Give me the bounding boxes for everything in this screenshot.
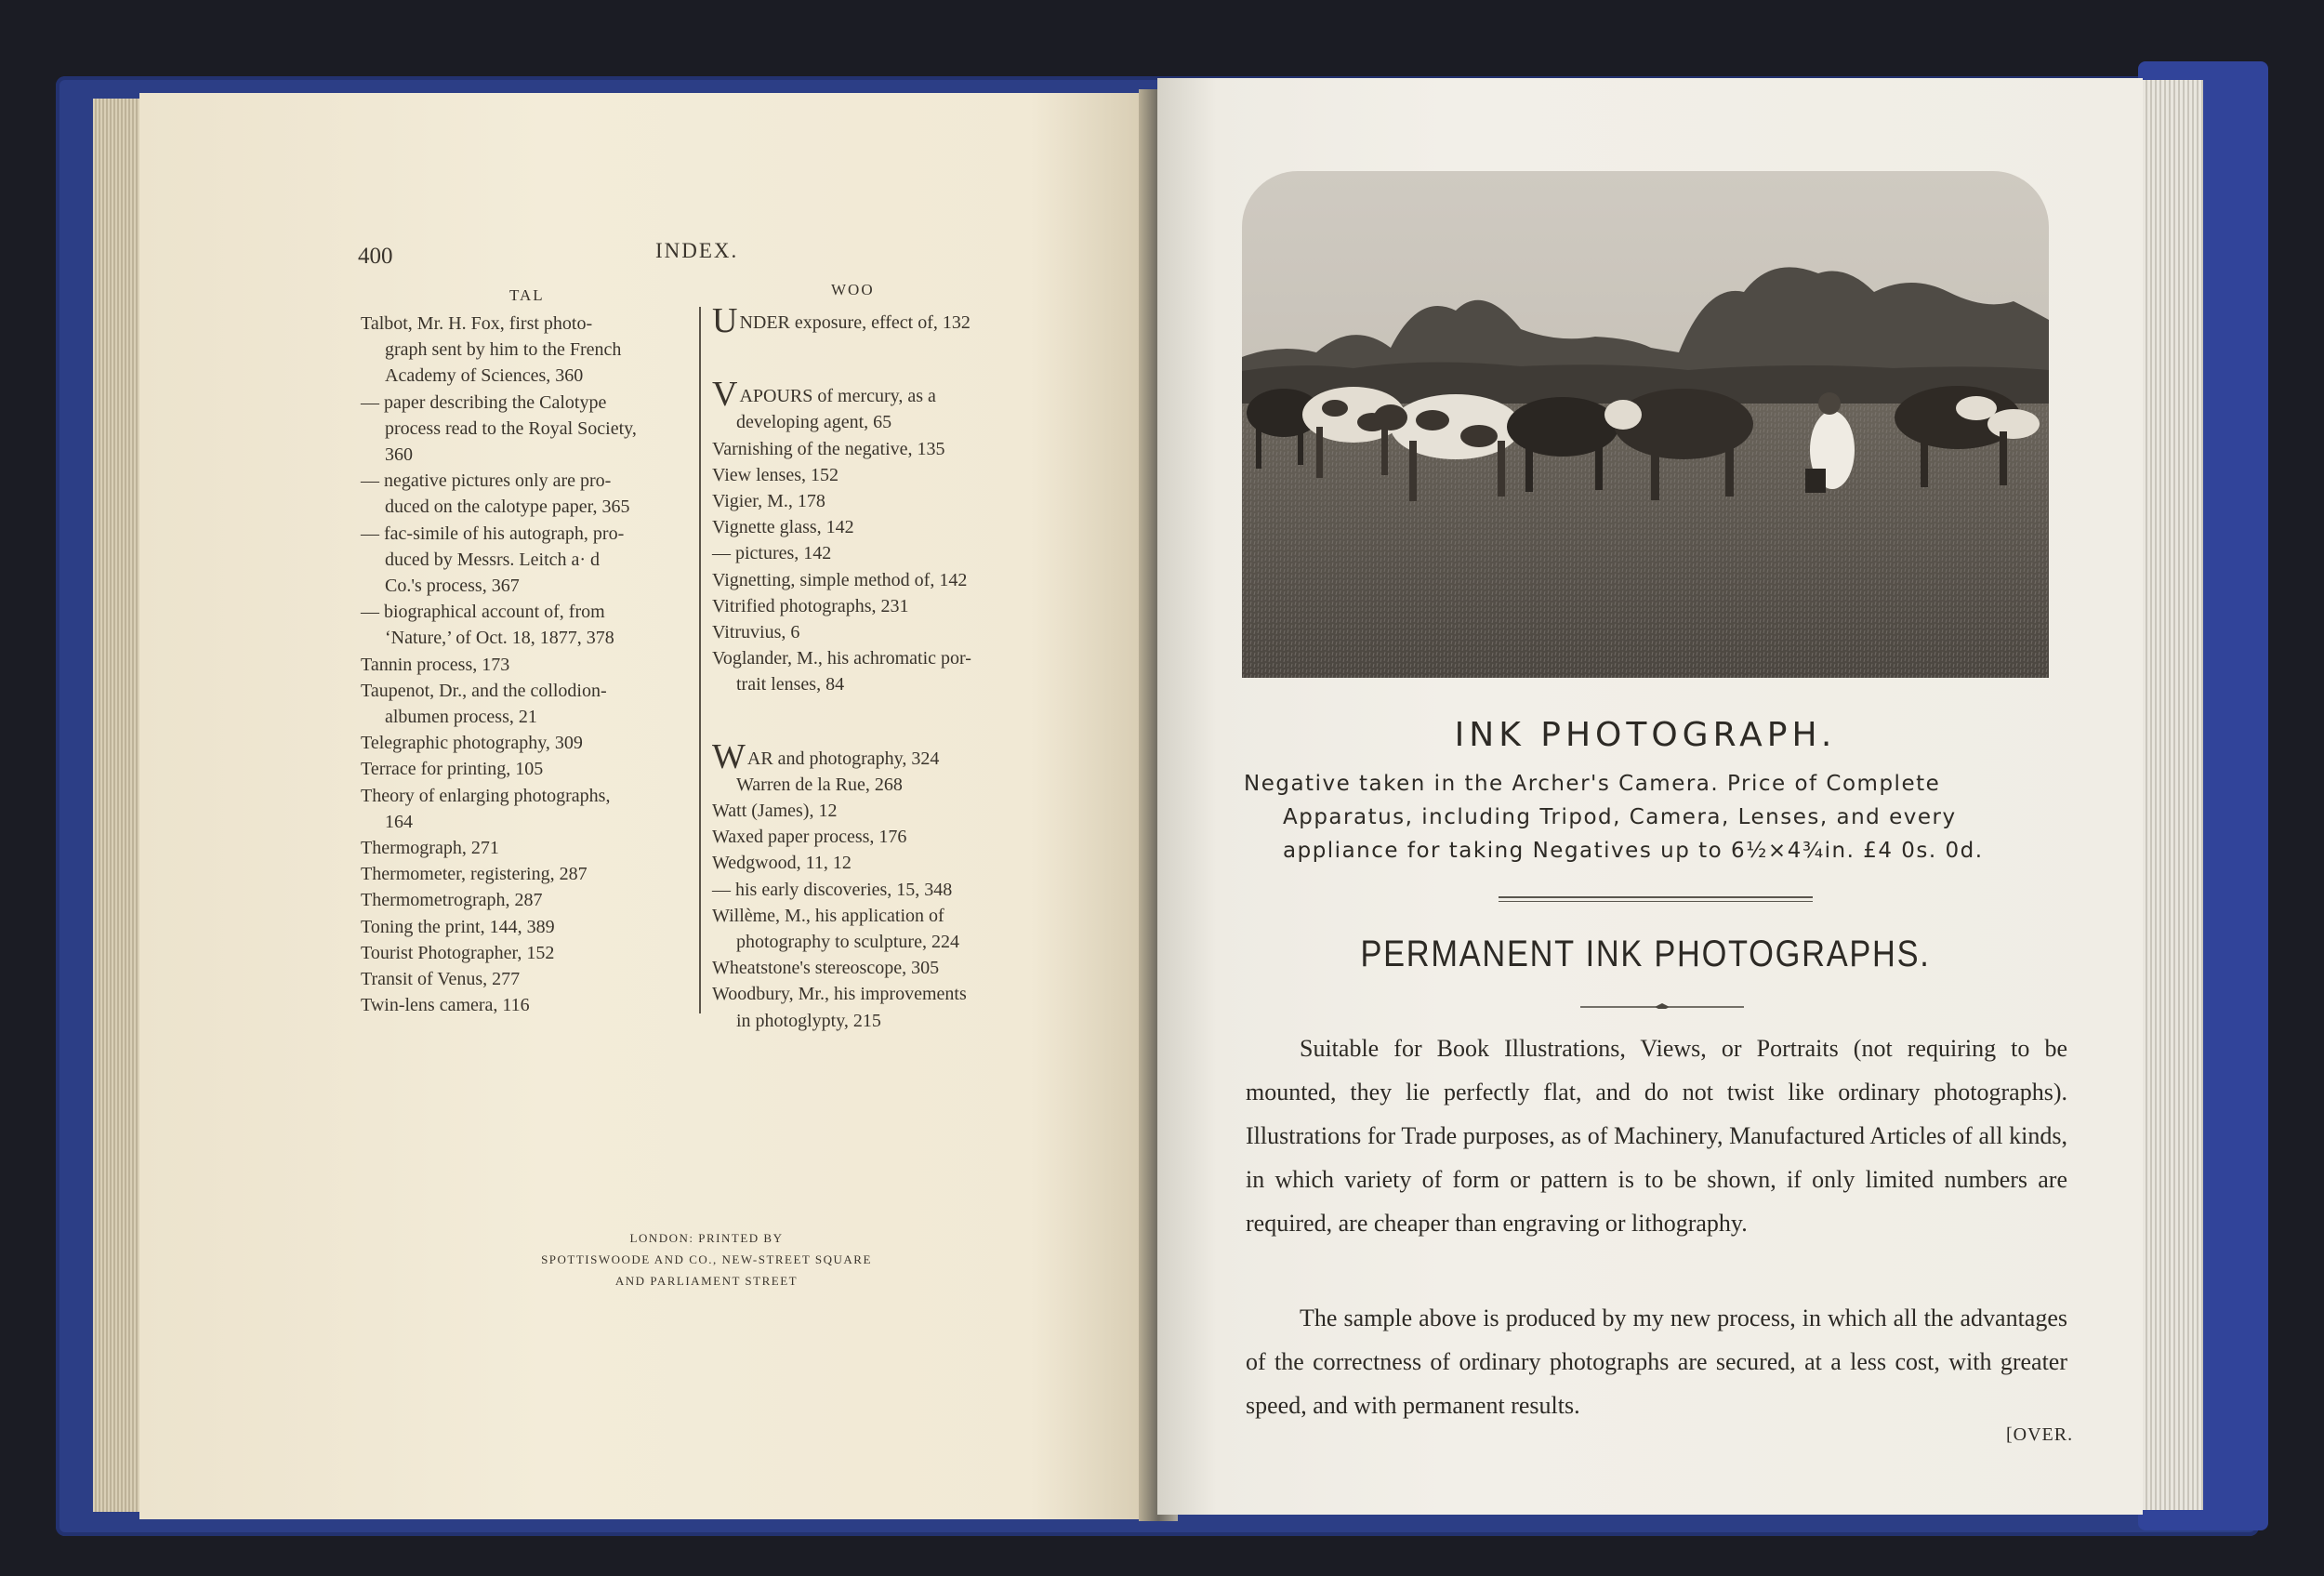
- index-entry-line: photography to sculpture, 224: [736, 932, 959, 953]
- index-entry-line: 164: [385, 811, 413, 832]
- index-entry-line: Watt (James), 12: [712, 801, 838, 822]
- index-entry-line: process read to the Royal Society,: [385, 417, 637, 439]
- index-entry-line: Talbot, Mr. H. Fox, first photo-: [361, 313, 593, 334]
- column-head-left: TAL: [509, 286, 545, 304]
- index-entry-line: Vignetting, simple method of, 142: [712, 569, 968, 590]
- index-entry-line: Tourist Photographer, 152: [361, 942, 555, 963]
- index-entry-line: trait lenses, 84: [736, 674, 845, 695]
- index-entry-text: AR and photography, 324: [746, 748, 940, 769]
- index-entry-line: Willème, M., his application of: [712, 905, 944, 926]
- index-entry-line: Twin-lens camera, 116: [361, 995, 530, 1016]
- imprint-line: SPOTTISWOODE AND CO., NEW-STREET SQUARE: [541, 1252, 872, 1266]
- over-catchword: [OVER.: [2006, 1424, 2074, 1445]
- double-rule-divider: [1499, 896, 1813, 902]
- index-entry-line: Vitrified photographs, 231: [712, 595, 909, 616]
- index-entry-line: Toning the print, 144, 389: [361, 916, 555, 937]
- index-column-left: [361, 311, 682, 1018]
- ornament-rule: [1580, 1001, 1744, 1009]
- index-entry-line: Terrace for printing, 105: [361, 759, 544, 780]
- negative-description-line: Negative taken in the Archer's Camera. Price of Complete: [1244, 772, 1941, 796]
- index-entry-line: Wheatstone's stereoscope, 305: [712, 958, 940, 979]
- index-entry-text: APOURS of mercury, as a: [739, 386, 936, 407]
- index-entry-line: — paper describing the Calotype: [361, 391, 607, 413]
- index-entry-vapours: [712, 375, 1033, 415]
- negative-description-line: appliance for taking Negatives up to 6½×4¾in. £4 0s. 0d.: [1283, 839, 1984, 863]
- index-entry-under: [712, 301, 1033, 340]
- index-entry-line: Vigier, M., 178: [712, 491, 825, 512]
- index-entry-line: Thermometer, registering, 287: [361, 864, 588, 885]
- index-entry-line: duced on the calotype paper, 365: [385, 497, 630, 518]
- index-entry-line: Taupenot, Dr., and the collodion-: [361, 680, 607, 701]
- index-entry-line: — pictures, 142: [712, 543, 832, 564]
- index-entry-line: Theory of enlarging photographs,: [361, 785, 611, 806]
- index-entry-line: developing agent, 65: [736, 412, 892, 433]
- printer-imprint: [456, 1227, 957, 1291]
- index-entry-line: Waxed paper process, 176: [712, 827, 907, 848]
- index-entry-line: Vignette glass, 142: [712, 517, 854, 538]
- index-entry-line: albumen process, 21: [385, 707, 537, 728]
- index-entry-line: Thermometrograph, 287: [361, 890, 543, 911]
- index-entry-line: Woodbury, Mr., his improvements: [712, 984, 967, 1005]
- index-entry-line: Warren de la Rue, 268: [736, 774, 903, 795]
- index-column-right: [712, 301, 1033, 1034]
- index-entry-line: Voglander, M., his achromatic por-: [712, 648, 971, 669]
- cattle-field-photograph: [1242, 171, 2049, 678]
- index-entry-line: graph sent by him to the French: [385, 339, 622, 361]
- index-entry-line: — negative pictures only are pro-: [361, 470, 612, 492]
- ink-photograph-heading: INK PHOTOGRAPH.: [1454, 716, 1837, 754]
- index-entry-line: Telegraphic photography, 309: [361, 733, 583, 754]
- column-divider: [699, 307, 701, 1013]
- imprint-line: LONDON: PRINTED BY: [629, 1231, 784, 1245]
- paragraph-suitable: Suitable for Book Illustrations, Views, or Portraits (not requiring to be mounted, they lie perfectly flat, and do not twist like ordinary photographs). Illustrations for Trade purposes, as of Machinery, Manufactured Articles of all kinds, in which variety of form or pattern is to be shown, if only limited numbers are required, are cheaper than engraving or lithography.: [1246, 1035, 2067, 1237]
- index-entry-line: 360: [385, 444, 413, 466]
- imprint-line: AND PARLIAMENT STREET: [614, 1274, 799, 1288]
- photograph-image: [1242, 171, 2049, 678]
- index-entry-line: Academy of Sciences, 360: [385, 365, 584, 387]
- paragraph-sample: The sample above is produced by my new process, in which all the advantages of the correctness of ordinary photographs are secured, at a less cost, with greater speed, and with permanent results.: [1246, 1305, 2067, 1419]
- index-entry-line: Tannin process, 173: [361, 654, 510, 675]
- column-head-right: WOO: [831, 281, 875, 298]
- drop-initial: W: [712, 736, 746, 776]
- index-entry-line: Vitruvius, 6: [712, 622, 800, 643]
- index-entry-text: NDER exposure, effect of, 132: [739, 312, 971, 333]
- index-entry-line: in photoglypty, 215: [736, 1010, 881, 1031]
- permanent-ink-heading: PERMANENT INK PHOTOGRAPHS.: [1360, 934, 1931, 974]
- index-entry-war: [712, 736, 1033, 776]
- index-entry-line: Transit of Venus, 277: [361, 969, 521, 990]
- page-number: 400: [358, 244, 393, 269]
- index-entry-line: Varnishing of the negative, 135: [712, 438, 945, 459]
- index-entry-line: — his early discoveries, 15, 348: [712, 879, 953, 900]
- negative-description-line: Apparatus, including Tripod, Camera, Lenses, and every: [1283, 805, 1957, 829]
- index-entry-line: View lenses, 152: [712, 464, 838, 485]
- drop-initial: V: [712, 375, 738, 415]
- index-entry-line: duced by Messrs. Leitch a· d: [385, 549, 601, 570]
- index-entry-line: Thermograph, 271: [361, 838, 499, 859]
- index-entry-line: Co.'s process, 367: [385, 576, 520, 597]
- index-title: INDEX.: [655, 239, 739, 262]
- index-entry-line: ‘Nature,’ of Oct. 18, 1877, 378: [385, 628, 614, 649]
- drop-initial: U: [712, 301, 738, 340]
- index-entry-line: Wedgwood, 11, 12: [712, 853, 852, 874]
- index-entry-line: — fac-simile of his autograph, pro-: [361, 523, 625, 544]
- index-entry-line: — biographical account of, from: [361, 602, 605, 623]
